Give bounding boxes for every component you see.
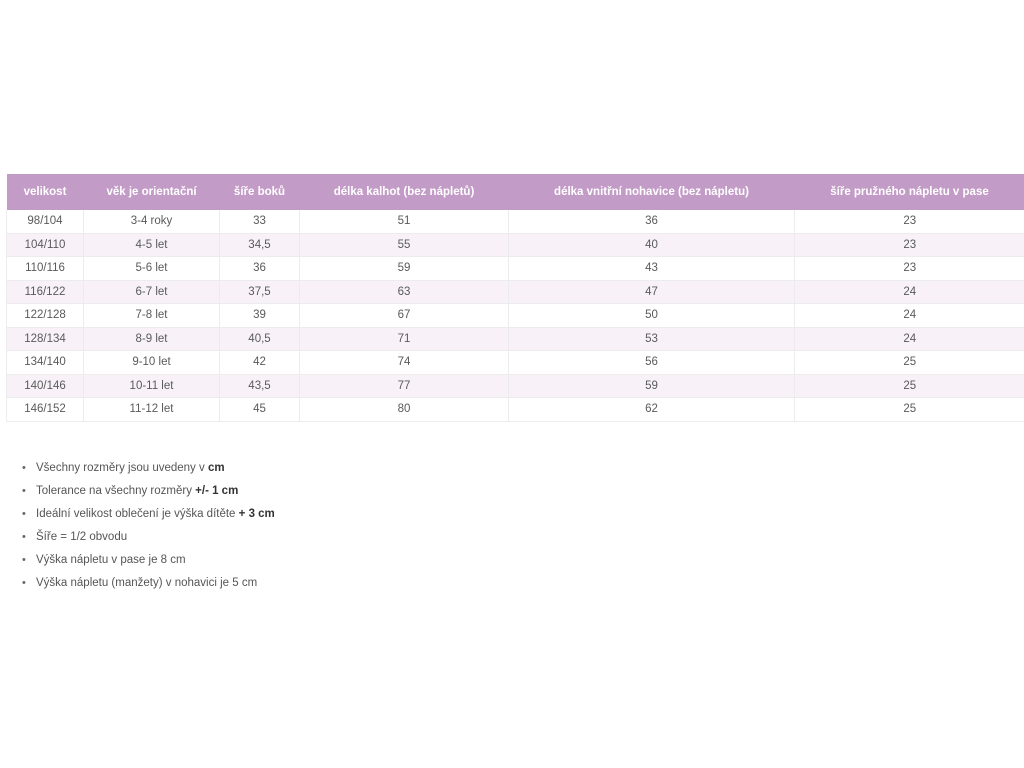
table-header — [7, 174, 1024, 210]
header-cell-inseam: délka vnitřní nohavice (bez nápletu) — [509, 174, 795, 210]
table-body — [7, 210, 1024, 421]
cell-inseam: 53 — [509, 327, 795, 351]
cell-pants-length: 55 — [300, 233, 509, 257]
cell-pants-length: 77 — [300, 374, 509, 398]
cell-inseam: 59 — [509, 374, 795, 398]
cell-age: 5-6 let — [84, 257, 220, 281]
cell-age: 11-12 let — [84, 398, 220, 422]
cell-age: 7-8 let — [84, 304, 220, 328]
cell-size: 116/122 — [7, 280, 84, 304]
table-row — [7, 233, 1024, 257]
header-cell-waistband-width: šíře pružného nápletu v pase — [795, 174, 1024, 210]
cell-waistband-width: 24 — [795, 280, 1024, 304]
cell-size: 110/116 — [7, 257, 84, 281]
cell-size: 140/146 — [7, 374, 84, 398]
bullet-icon: • — [22, 508, 26, 520]
cell-inseam: 43 — [509, 257, 795, 281]
cell-hip-width: 45 — [220, 398, 300, 422]
header-cell-size: velikost — [7, 174, 84, 210]
table-row — [7, 280, 1024, 304]
cell-hip-width: 40,5 — [220, 327, 300, 351]
cell-size: 122/128 — [7, 304, 84, 328]
cell-inseam: 36 — [509, 210, 795, 233]
header-row — [7, 174, 1024, 210]
cell-hip-width: 39 — [220, 304, 300, 328]
notes-list — [22, 458, 275, 596]
cell-size: 98/104 — [7, 210, 84, 233]
cell-age: 4-5 let — [84, 233, 220, 257]
cell-waistband-width: 23 — [795, 233, 1024, 257]
table-row — [7, 210, 1024, 233]
cell-hip-width: 34,5 — [220, 233, 300, 257]
cell-pants-length: 63 — [300, 280, 509, 304]
note-emphasis: cm — [207, 462, 225, 474]
cell-hip-width: 33 — [220, 210, 300, 233]
note-text: Všechny rozměry jsou uvedeny v — [36, 462, 208, 474]
cell-hip-width: 42 — [220, 351, 300, 375]
cell-waistband-width: 24 — [795, 304, 1024, 328]
cell-hip-width: 43,5 — [220, 374, 300, 398]
cell-inseam: 50 — [509, 304, 795, 328]
cell-age: 6-7 let — [84, 280, 220, 304]
note-text: Šíře = 1/2 obvodu — [36, 531, 128, 543]
cell-waistband-width: 25 — [795, 374, 1024, 398]
list-item — [22, 458, 275, 481]
cell-age: 3-4 roky — [84, 210, 220, 233]
note-text: Ideální velikost oblečení je výška dítěte — [36, 508, 239, 520]
cell-hip-width: 36 — [220, 257, 300, 281]
table-row — [7, 304, 1024, 328]
cell-pants-length: 59 — [300, 257, 509, 281]
cell-age: 8-9 let — [84, 327, 220, 351]
list-item — [22, 481, 275, 504]
bullet-icon: • — [22, 577, 26, 589]
header-cell-age: věk je orientační — [84, 174, 220, 210]
note-text: Tolerance na všechny rozměry — [36, 485, 196, 497]
cell-waistband-width: 25 — [795, 351, 1024, 375]
note-emphasis: +/- 1 cm — [195, 485, 239, 497]
cell-pants-length: 51 — [300, 210, 509, 233]
cell-age: 9-10 let — [84, 351, 220, 375]
cell-pants-length: 80 — [300, 398, 509, 422]
cell-size: 146/152 — [7, 398, 84, 422]
cell-age: 10-11 let — [84, 374, 220, 398]
cell-inseam: 47 — [509, 280, 795, 304]
list-item — [22, 504, 275, 527]
cell-pants-length: 71 — [300, 327, 509, 351]
cell-waistband-width: 25 — [795, 398, 1024, 422]
table-row — [7, 398, 1024, 422]
table-row — [7, 257, 1024, 281]
cell-waistband-width: 24 — [795, 327, 1024, 351]
bullet-icon: • — [22, 462, 26, 474]
note-text: Výška nápletu (manžety) v nohavici je 5 cm — [36, 577, 258, 589]
list-item — [22, 527, 275, 550]
cell-pants-length: 74 — [300, 351, 509, 375]
table-row — [7, 327, 1024, 351]
cell-inseam: 56 — [509, 351, 795, 375]
cell-size: 128/134 — [7, 327, 84, 351]
note-emphasis: + 3 cm — [238, 508, 275, 520]
cell-size: 104/110 — [7, 233, 84, 257]
note-text: Výška nápletu v pase je 8 cm — [36, 554, 186, 566]
cell-inseam: 40 — [509, 233, 795, 257]
header-cell-pants-length: délka kalhot (bez nápletů) — [300, 174, 509, 210]
list-item — [22, 550, 275, 573]
bullet-icon: • — [22, 554, 26, 566]
cell-size: 134/140 — [7, 351, 84, 375]
cell-hip-width: 37,5 — [220, 280, 300, 304]
cell-waistband-width: 23 — [795, 210, 1024, 233]
bullet-icon: • — [22, 485, 26, 497]
cell-waistband-width: 23 — [795, 257, 1024, 281]
list-item — [22, 573, 275, 596]
cell-inseam: 62 — [509, 398, 795, 422]
bullet-icon: • — [22, 531, 26, 543]
table-row — [7, 374, 1024, 398]
header-cell-hip-width: šíře boků — [220, 174, 300, 210]
size-chart-table — [6, 174, 1024, 422]
table-row — [7, 351, 1024, 375]
cell-pants-length: 67 — [300, 304, 509, 328]
